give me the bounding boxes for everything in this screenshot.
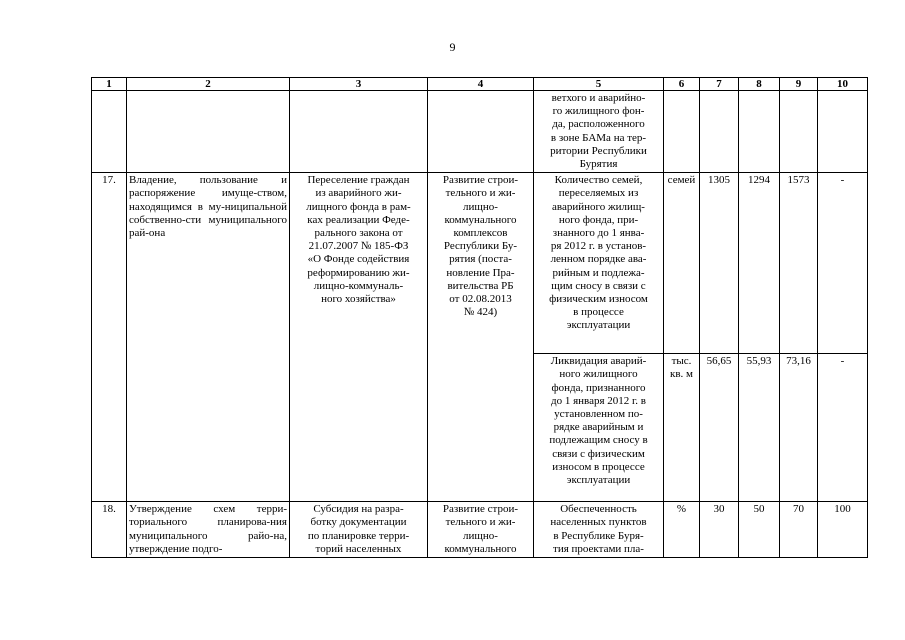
header-cell: 3 xyxy=(290,78,428,91)
value-cell: 55,93 xyxy=(739,354,780,502)
indicator-text: Обеспеченность населенных пунктов в Республике Буря- тия проектами пла- xyxy=(550,503,647,555)
header-cell: 10 xyxy=(818,78,868,91)
unit-text: тыс. кв. м xyxy=(670,355,693,381)
value-cell: 70 xyxy=(780,502,818,558)
header-cell: 4 xyxy=(428,78,534,91)
value-cell: - xyxy=(818,173,868,354)
table-row xyxy=(92,502,868,558)
value-cell: 100 xyxy=(818,502,868,558)
indicator-cell xyxy=(534,91,664,173)
header-cell: 7 xyxy=(700,78,739,91)
page-number: 9 xyxy=(449,40,456,54)
value-cell xyxy=(739,91,780,173)
authority-cell xyxy=(127,91,290,173)
indicator-cell xyxy=(534,354,664,502)
row-number-cell: 17. xyxy=(92,173,127,502)
unit-cell xyxy=(664,354,700,502)
indicator-cell xyxy=(534,173,664,354)
value-cell: 1305 xyxy=(700,173,739,354)
program-cell xyxy=(428,91,534,173)
value-cell: 50 xyxy=(739,502,780,558)
header-cell: 9 xyxy=(780,78,818,91)
program-text: Развитие строи- тельного и жи- лищно- коммунального комплексов Республики Бу- рятия (поста- новление Пра- вительства РБ от 02.08.2013 № 424) xyxy=(442,174,519,319)
indicator-text: Количество семей, переселяемых из аварийного жилищ- ного фонда, при- знанного до 1 янва- ря 2012 г. в установ- ленном порядке ава- рийным и подлежа- щим сносу в связи с физическим износом в процессе эксплуатации xyxy=(549,174,648,332)
row-number-cell: 18. xyxy=(92,502,127,558)
value-cell: 73,16 xyxy=(780,354,818,502)
measure-cell xyxy=(290,91,428,173)
measure-text: Переселение граждан из аварийного жи- лищного фонда в рам- ках реализации Феде- рального закона от 21.07.2007 № 185-ФЗ «О Фонде содействия реформированию жи- лищно-коммуналь- ного хозяйства» xyxy=(306,174,411,306)
value-cell: 1294 xyxy=(739,173,780,354)
authority-cell: Утверждение схем терри-ториального планирова-ния муниципального райо-на, утверждение подго- xyxy=(127,502,290,558)
authority-cell: Владение, пользование и распоряжение имуще-ством, находящимся в му-ниципальной собственно-сти муниципального рай-она xyxy=(127,173,290,502)
measure-cell xyxy=(290,173,428,502)
unit-cell xyxy=(664,91,700,173)
program-cell xyxy=(428,173,534,502)
value-cell: - xyxy=(818,354,868,502)
header-cell: 8 xyxy=(739,78,780,91)
table-row xyxy=(92,173,868,354)
header-cell: 2 xyxy=(127,78,290,91)
indicator-text: Ликвидация аварий- ного жилищного фонда, признанного до 1 января 2012 г. в установленном по- рядке аварийным и подлежащим сносу в связи с физическим износом в процессе эксплуатации xyxy=(549,355,648,487)
header-cell: 6 xyxy=(664,78,700,91)
indicator-cell xyxy=(534,502,664,558)
header-cell: 5 xyxy=(534,78,664,91)
header-cell: 1 xyxy=(92,78,127,91)
row-number-cell xyxy=(92,91,127,173)
program-cell xyxy=(428,502,534,558)
value-cell xyxy=(818,91,868,173)
indicator-text: ветхого и аварийно- го жилищного фон- да, расположенного в зоне БАМа на тер- ритории Республики Бурятия xyxy=(550,92,647,171)
program-text: Развитие строи- тельного и жи- лищно- коммунального xyxy=(442,503,519,555)
table-row xyxy=(92,91,868,173)
unit-cell: % xyxy=(664,502,700,558)
value-cell xyxy=(780,91,818,173)
header-row xyxy=(92,78,868,91)
unit-cell xyxy=(664,173,700,354)
measure-cell xyxy=(290,502,428,558)
value-cell: 30 xyxy=(700,502,739,558)
measure-text: Субсидия на разра- ботку документации по планировке терри- торий населенных xyxy=(307,503,410,555)
program-table xyxy=(91,77,868,558)
value-cell: 1573 xyxy=(780,173,818,354)
unit-text: семей xyxy=(667,174,696,187)
value-cell xyxy=(700,91,739,173)
value-cell: 56,65 xyxy=(700,354,739,502)
